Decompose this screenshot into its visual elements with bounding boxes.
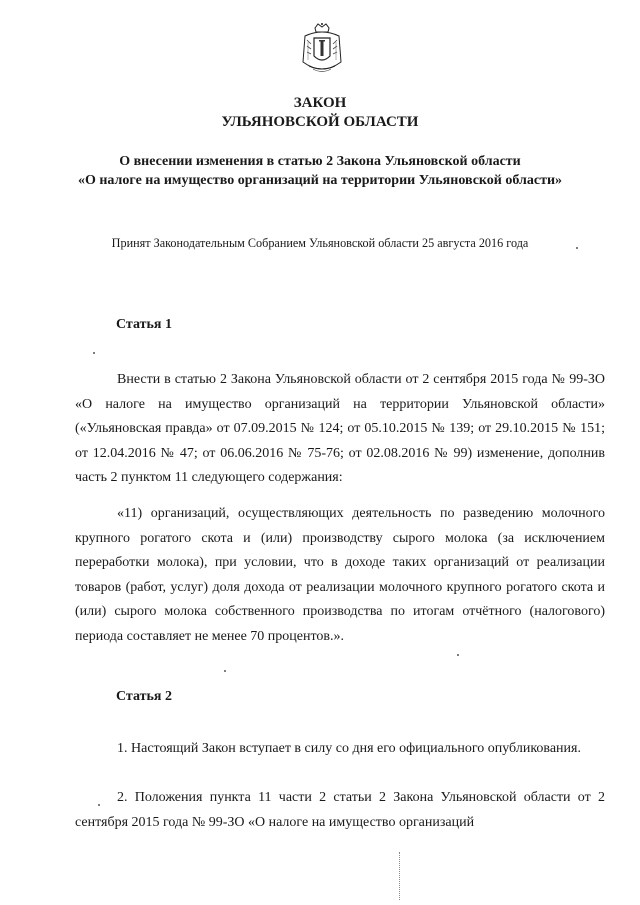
- article2-heading: Статья 2: [116, 689, 172, 704]
- law-label: ЗАКОН: [293, 95, 347, 111]
- article1-quote: «11) организаций, осуществляющих деятельность по разведению молочного крупного рогатого скота и (или) производству сырого молока (за исключением переработки молока), при условии, что в доходе таких организаций от реализации товаров (работ, услуг) доля дохода от реализации молочного крупного рогатого скота и (или) сырого молока собственного производства по итогам отчётного (налогового) периода составляет не менее 70 процентов.».: [75, 506, 605, 644]
- scan-speck: [224, 670, 226, 672]
- law-title: [0, 94, 640, 132]
- article2-item1: 1. Настоящий Закон вступает в силу со дня его официального опубликования.: [117, 741, 581, 756]
- scan-speck: [98, 804, 100, 806]
- article1-intro: Внести в статью 2 Закона Ульяновской области от 2 сентября 2015 года № 99-ЗО «О налоге на имущество организаций на территории Ульяновской области» («Ульяновская правда» от 07.09.2015 № 124; от 05.10.2015 № 139; от 29.10.2015 № 151; от 12.04.2016 № 47; от 06.06.2016 № 75-76; от 02.08.2016 № 99) изменение, дополнив часть 2 пунктом 11 следующего содержания:: [75, 372, 605, 486]
- law-subtitle-line1: О внесении изменения в статью 2 Закона Ульяновской области: [119, 154, 521, 169]
- law-subtitle: [0, 152, 640, 190]
- law-subtitle-line2: «О налоге на имущество организаций на территории Ульяновской области»: [77, 173, 563, 188]
- scan-speck: [93, 352, 95, 354]
- law-region: УЛЬЯНОВСКОЙ ОБЛАСТИ: [221, 114, 419, 130]
- article2-item2: 2. Положения пункта 11 части 2 статьи 2 Закона Ульяновской области от 2 сентября 2015 года № 99-ЗО «О налоге на имущество организаций: [75, 790, 605, 830]
- scan-speck: [457, 654, 459, 656]
- scan-speck: [576, 247, 578, 249]
- scan-fold-mark: [399, 852, 401, 900]
- adoption-note: Принят Законодательным Собранием Ульяновской области 25 августа 2016 года: [111, 236, 529, 250]
- coat-of-arms-icon: [299, 22, 345, 76]
- article1-heading: Статья 1: [116, 317, 172, 332]
